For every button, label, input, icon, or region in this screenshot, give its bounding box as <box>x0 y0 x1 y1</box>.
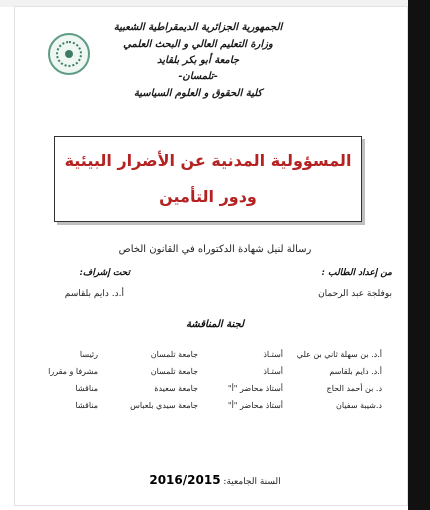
member-role: مناقشا <box>75 401 98 410</box>
header-republic: الجمهورية الجزائرية الديمقراطية الشعبية <box>113 22 283 33</box>
viewer-scrollbar[interactable] <box>408 0 430 510</box>
member-rank: أستـاذ <box>263 367 283 376</box>
header-city: -تلمسان- <box>178 71 218 82</box>
member-university: جامعة سعيدة <box>154 384 198 393</box>
member-rank: أستـاذ <box>263 350 283 359</box>
committee-row <box>0 367 430 381</box>
header-faculty: كلية الحقوق و العلوم السياسية <box>133 88 263 99</box>
title-box <box>54 136 362 222</box>
supervisor-name: أ.د. دايم بلقاسم <box>64 289 124 299</box>
member-role: مناقشا <box>75 384 98 393</box>
member-role: رئيسا <box>79 350 98 359</box>
committee-row <box>0 384 430 398</box>
header-university: جامعة أبو بكر بلقايد <box>157 55 239 66</box>
thesis-subtitle: رسالة لنيل شهادة الدكتوراه في القانون الخاص <box>118 244 312 255</box>
thesis-title-line-1: المسؤولية المدنية عن الأضرار البيئية <box>64 151 352 170</box>
committee-row <box>0 350 430 364</box>
academic-year-value: 2016/2015 <box>149 473 221 487</box>
member-university: جامعة تلمسان <box>150 350 198 359</box>
member-university: جامعة سيدي بلعباس <box>130 401 198 410</box>
member-role: مشرفا و مقررا <box>48 367 98 376</box>
committee-row <box>0 401 430 415</box>
student-label: من إعداد الطالب : <box>321 268 392 278</box>
student-name: بوفلجة عبد الرحمان <box>318 289 392 299</box>
header-ministry: وزارة التعليم العالي و البحث العلمي <box>123 39 273 50</box>
thesis-title-line-2: ودور التأمين <box>159 187 257 206</box>
member-rank: أستاذ محاضر "أ" <box>227 401 283 410</box>
member-name: أ.د. دايم بلقاسم <box>329 367 382 376</box>
member-name: أ.د. بن سهلة ثاني بن علي <box>296 350 382 359</box>
seal-center <box>65 50 73 58</box>
member-name: د.شيبة سفيان <box>336 401 382 410</box>
committee-title: لجنة المناقشة <box>185 319 245 330</box>
member-rank: أستاذ محاضر "أ" <box>227 384 283 393</box>
academic-year-label: السنة الجامعية: <box>223 477 281 487</box>
member-university: جامعة تلمسان <box>150 367 198 376</box>
supervisor-label: تحت إشراف: <box>79 268 130 278</box>
academic-year <box>0 473 430 487</box>
member-name: د. بن أحمد الحاج <box>326 384 382 393</box>
